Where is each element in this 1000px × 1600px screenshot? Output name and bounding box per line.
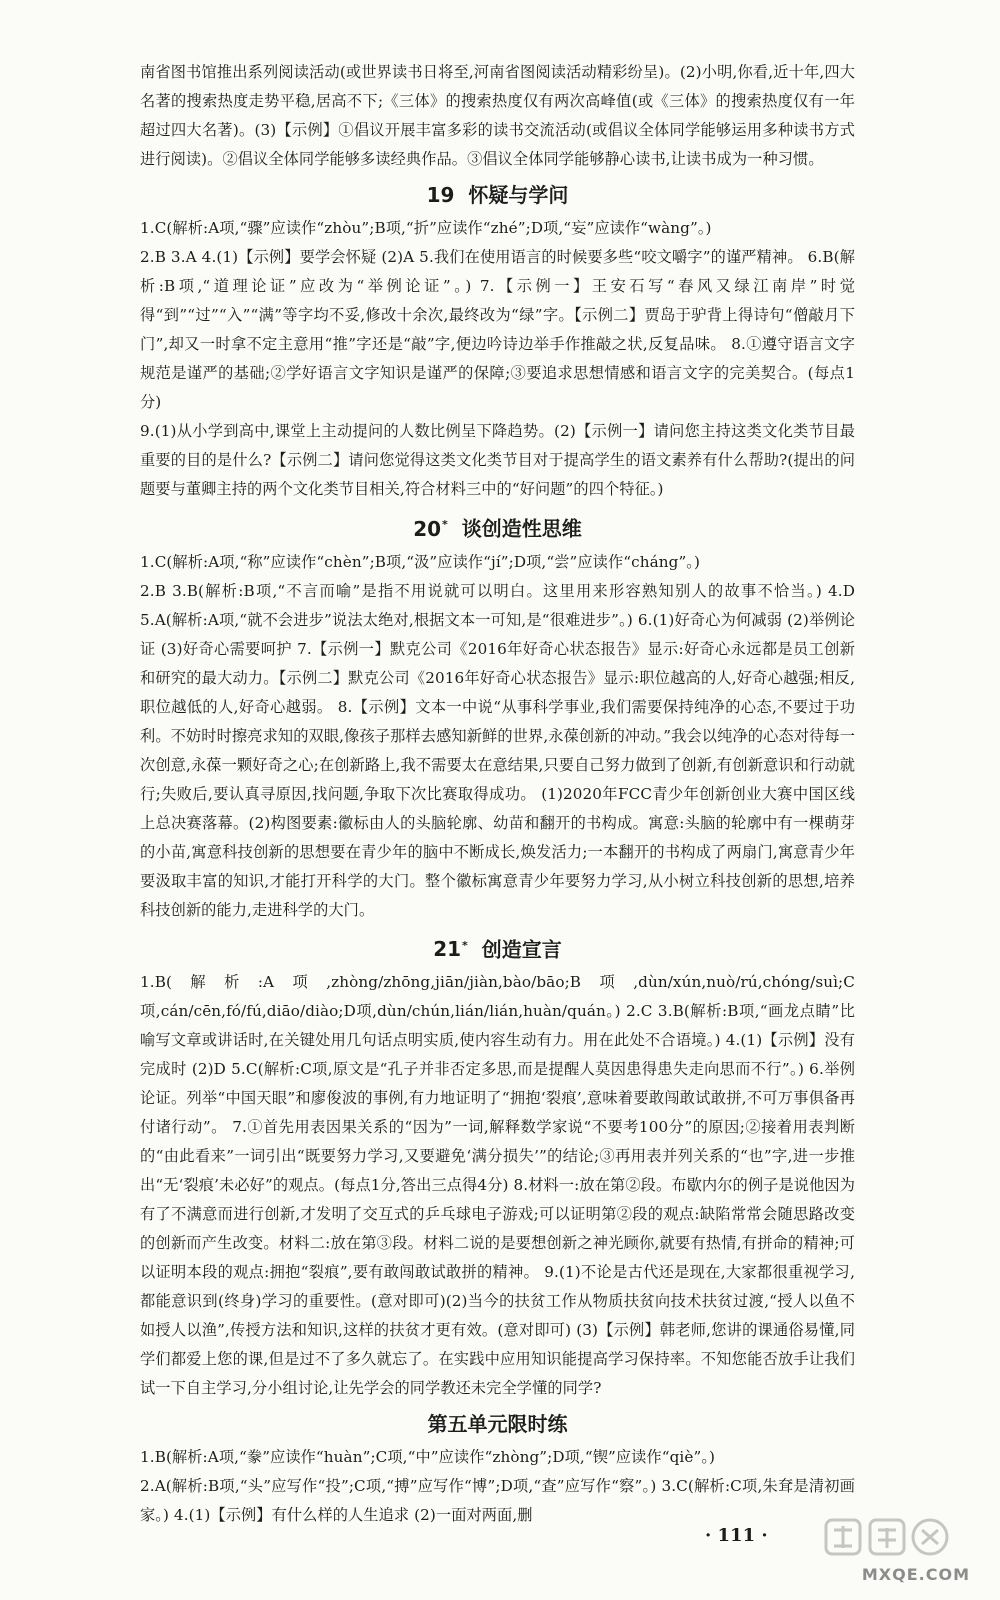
watermark-text: MXQE.COM (861, 1565, 970, 1584)
section-number: 20* (413, 516, 448, 541)
answer-paragraph: 2.A(解析:B项,“头”应写作“投”;C项,“搏”应写作“博”;D项,“查”应写作“察”。) 3.C(解析:C项,朱耷是清初画家。) 4.(1)【示例】有什么样的人生追求 (2)一面对两面,删 (140, 1477, 855, 1525)
answer-line: 1.C(解析:A项,“称”应读作“chèn”;B项,“汲”应读作“jí”;D项,“尝”应读作“cháng”。) (140, 552, 701, 571)
section-title: 谈创造性思维 (461, 516, 582, 541)
page-number: · 111 · (705, 1525, 768, 1546)
asterisk-mark: * (442, 518, 448, 531)
section-heading-20 (140, 510, 855, 544)
section-title: 创造宣言 (481, 937, 562, 962)
asterisk-mark: * (462, 938, 468, 952)
section-title: 第五单元限时练 (427, 1412, 568, 1437)
answer-paragraph: 9.(1)从小学到高中,课堂上主动提问的人数比例呈下降趋势。(2)【示例一】请问您主持这类文化类节目最重要的目的是什么?【示例二】请问您觉得这类文化类节目对于提高学生的语文素养有什么帮助?(提出的问题要与董卿主持的两个文化类节目相关,符合材料三中的“好问题”的四个特征。) (140, 422, 855, 498)
answer-line: 1.B(解析:A项,“豢”应读作“huàn”;C项,“中”应读作“zhòng”;D项,“锲”应读作“qiè”。) (140, 1448, 716, 1467)
answer-paragraph: 1.B(解析:A项,zhòng/zhōng,jiān/jiàn,bào/bāo;B项,dùn/xún,nuò/rú,chóng/suì;C项,cán/cēn,fó/fú,diāo/diào;D项,dùn/chún,lián/lián,huàn/quán。) 2.C 3.B(解析:B项,“画龙点睛”比喻写文章或讲话时,在关键处用几句话点明实质,使内容生动有力。用在此处不合语境。) 4.(1)【示例】没有完成时 (2)D 5.C(解析:C项,原文是“孔子并非否定多思,而是提醒人莫因患得患失走向思而不行”。) 6.举例论证。列举“中国天眼”和廖俊波的事例,有力地证明了“拥抱‘裂痕’,意味着要敢闯敢试敢拼,不可万事俱备再付诸行动”。 7.①首先用表因果关系的“因为”一词,解释数学家说“不要考100分”的原因;②接着用表判断的“由此看来”一词引出“既要努力学习,又要避免‘满分损失’”的结论;③再用表并列关系的“也”字,进一步推出“无‘裂痕’未必好”的观点。(每点1分,答出三点得4分) 8.材料一:放在第②段。布歇内尔的例子是说他因为有了不满意而进行创新,才发明了交互式的乒乓球电子游戏;可以证明第②段的观点:缺陷常常会随思路改变的创新而产生改变。材料二:放在第③段。材料二说的是要想创新之神光顾你,就要有热情,有拼命的精神;可以证明本段的观点:拥抱“裂痕”,要有敢闯敢试敢拼的精神。 9.(1)不论是古代还是现在,大家都很重视学习,都能意识到(终身)学习的重要性。(意对即可)(2)当今的扶贫工作从物质扶贫向技术扶贫过渡,“授人以鱼不如授人以渔”,传授方法和知识,这样的扶贫才更有效。(意对即可) (3)【示例】韩老师,您讲的课通俗易懂,同学们都爱上您的课,但是过不了多久就忘了。在实践中应用知识能提高学习保持率。不知您能否放手让我们试一下自主学习,分小组讨论,让先学会的同学教还未完全学懂的同学? (140, 973, 855, 1398)
answer-paragraph: 2.B 3.A 4.(1)【示例】要学会怀疑 (2)A 5.我们在使用语言的时候要多些“咬文嚼字”的谨严精神。 6.B(解析:B项,“道理论证”应改为“举例论证”。) 7.【示例一】王安石写“春风又绿江南岸”时觉得“到”“过”“入”“满”等字均不妥,修改十余次,最终改为“绿”字。【示例二】贾岛于驴背上得诗句“僧敲月下门”,却又一时拿不定主意用“推”字还是“敲”字,便边吟诗边举手作推敲之状,反复品味。 8.①遵守语言文字规范是谨严的基础;②学好语言文字知识是谨严的保障;③要追求思想情感和语言文字的完美契合。(每点1分) (140, 248, 855, 411)
answer-page-content (140, 58, 855, 1530)
section-number: 19 (426, 183, 455, 207)
section-title: 怀疑与学问 (468, 183, 569, 207)
section-heading-unit5 (140, 1409, 855, 1439)
paragraph-intro: 南省图书馆推出系列阅读活动(或世界读书日将至,河南省图阅读活动精彩纷呈)。(2)小明,你看,近十年,四大名著的搜索热度走势平稳,居高不下;《三体》的搜索热度仅有两次高峰值(或《三体》的搜索热度仅有一年超过四大名著)。(3)【示例】①倡议开展丰富多彩的读书交流活动(或倡议全体同学能够运用多种读书方式进行阅读)。②倡议全体同学能够多读经典作品。③倡议全体同学能够静心读书,让读书成为一种习惯。 (140, 63, 855, 168)
section-heading-21 (140, 931, 855, 965)
section-heading-19 (140, 180, 855, 210)
answer-line: 1.C(解析:A项,“骤”应读作“zhòu”;B项,“折”应读作“zhé”;D项,“妄”应读作“wàng”。) (140, 219, 712, 237)
section-number: 21* (433, 937, 468, 962)
answer-paragraph: 2.B 3.B(解析:B项,“不言而喻”是指不用说就可以明白。这里用来形容熟知别人的故事不恰当。) 4.D 5.A(解析:A项,“就不会进步”说法太绝对,根据文本一可知,是“很难进步”。) 6.(1)好奇心为何减弱 (2)举例论证 (3)好奇心需要呵护 7.【示例一】默克公司《2016年好奇心状态报告》显示:好奇心永远都是员工创新和研究的最大动力。【示例二】默克公司《2016年好奇心状态报告》显示:职位越高的人,好奇心越强;相反,职位越低的人,好奇心越弱。 8.【示例】文本一中说“从事科学事业,我们需要保持纯净的心态,不要过于功利。不妨时时擦亮求知的双眼,像孩子那样去感知新鲜的世界,永葆创新的冲动。”我会以纯净的心态对待每一次创意,永葆一颗好奇之心;在创新路上,我不需要太在意结果,只要自己努力做到了创新,有创新意识和行动就行;失败后,要认真寻原因,找问题,争取下次比赛取得成功。 (1)2020年FCC青少年创新创业大赛中国区线上总决赛落幕。(2)构图要素:徽标由人的头脑轮廓、幼苗和翻开的书构成。寓意:头脑的轮廓中有一棵萌芽的小苗,寓意科技创新的思想要在青少年的脑中不断成长,焕发活力;一本翻开的书构成了两扇门,寓意青少年要汲取丰富的知识,才能打开科学的大门。整个徽标寓意青少年要努力学习,从小树立科技创新的思想,培养科技创新的能力,走进科学的大门。 (140, 581, 855, 919)
